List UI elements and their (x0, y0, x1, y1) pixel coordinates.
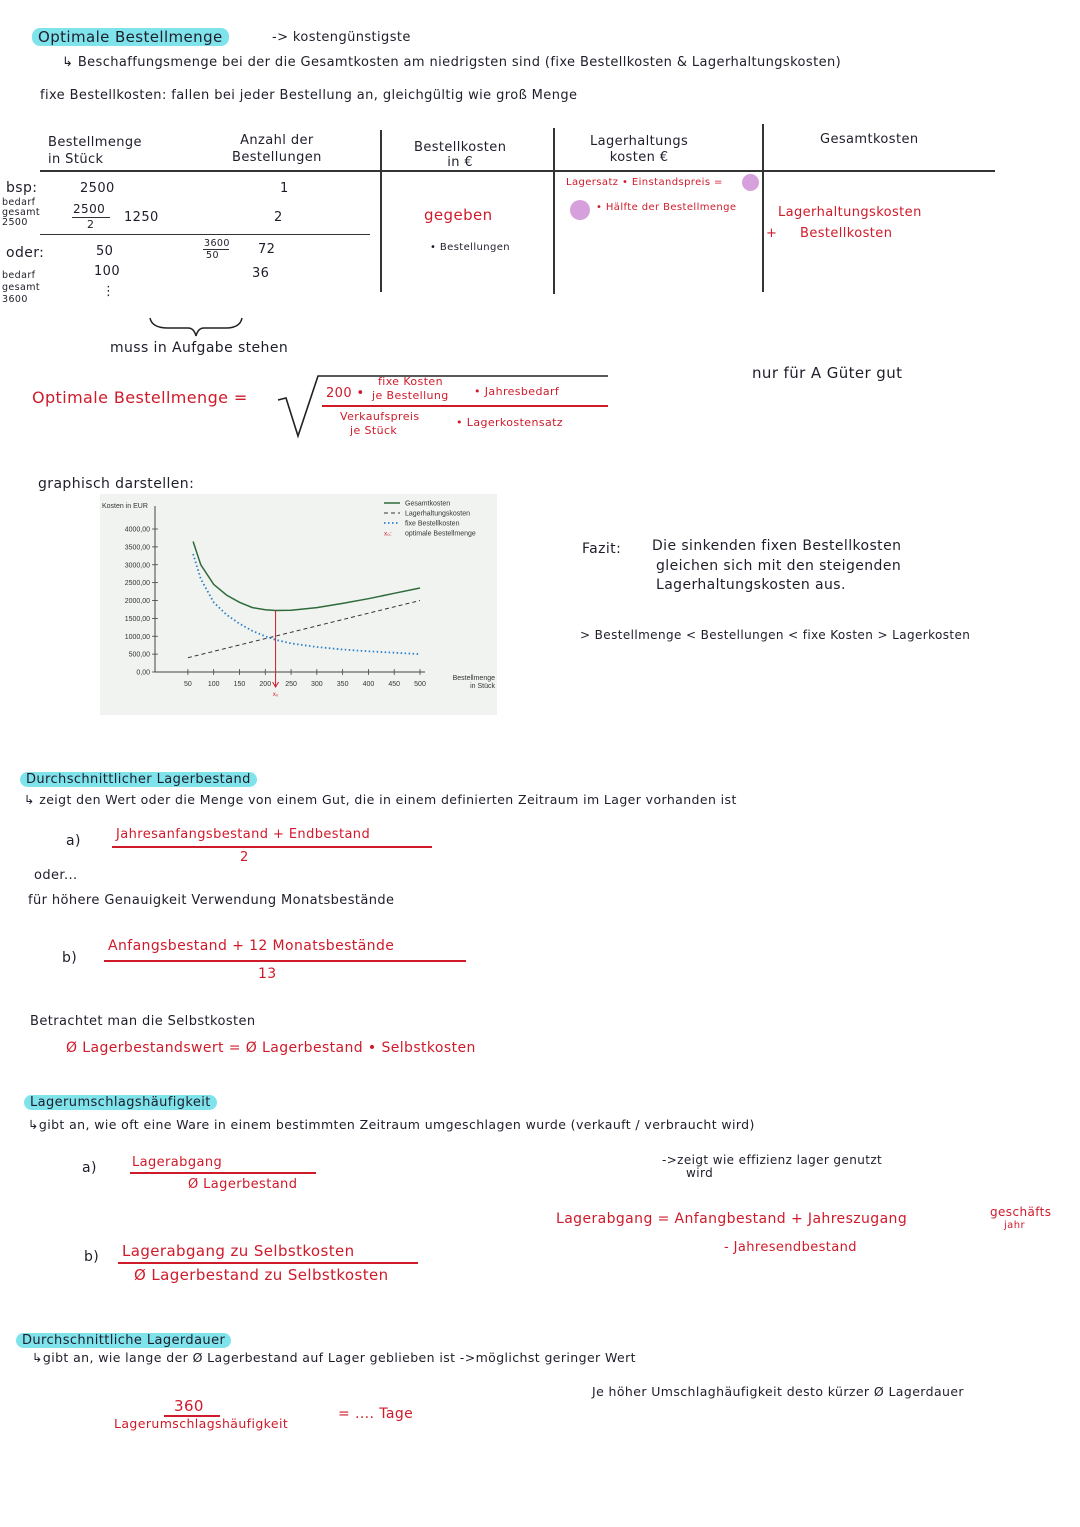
cell-72: 72 (258, 242, 276, 257)
legend-item: Gesamtkosten (405, 500, 451, 508)
cell-3600-num: 3600 (204, 238, 230, 249)
table-header-bestellmenge: Bestellmenge in Stück (48, 135, 142, 167)
cell-gegeben: gegeben (424, 206, 493, 224)
y-tick-label: 1000,00 (124, 633, 150, 641)
brace-icon (148, 316, 244, 338)
cell-haelfte: • Hälfte der Bestellmenge (596, 202, 737, 213)
avg-stock-b-num: Anfangsbestand + 12 Monatsbestände (108, 938, 395, 954)
definition-optimal-order: ↳ Beschaffungsmenge bei der die Gesamtkosten am niedrigsten sind (fixe Bestellkosten & Lagerhaltungskosten) (62, 55, 842, 70)
avg-stock-b-line (104, 960, 466, 962)
abgang-formula-a: Lagerabgang = Anfangbestand + Jahreszugang (556, 1211, 908, 1227)
bedarf-gesamt-2500: bedarf gesamt 2500 (2, 197, 41, 228)
series-fixe-bestellkosten (193, 554, 420, 654)
legend-x0-prefix: x₀: (384, 530, 392, 538)
table-col-rule-1 (380, 130, 382, 292)
definition-avg-stock: ↳ zeigt den Wert oder die Menge von einem Gut, die in einem definierten Zeitraum im Lager vorhanden ist (24, 792, 737, 807)
turnover-b-num: Lagerabgang zu Selbstkosten (122, 1242, 355, 1260)
x-tick-label: 400 (362, 681, 375, 688)
marker-dot-2 (570, 200, 590, 220)
side-note-a-goods: nur für A Güter gut (752, 364, 903, 382)
turnover-a-line (130, 1172, 316, 1174)
arrow-note: -> kostengünstigste (272, 30, 411, 45)
cell-2500-num: 2500 (73, 202, 106, 216)
y-tick-label: 1500,00 (124, 615, 150, 623)
duration-result: = .... Tage (338, 1406, 414, 1422)
y-tick-label: 500,00 (128, 651, 150, 659)
y-tick-label: 2000,00 (124, 598, 150, 605)
cell-lagersatz: Lagersatz • Einstandspreis = (566, 177, 723, 188)
duration-num: 360 (174, 1397, 204, 1415)
formula-den-c: • Lagerkostensatz (456, 416, 563, 429)
table-header-rule (40, 170, 995, 172)
legend-item: fixe Bestellkosten (405, 520, 460, 528)
y-tick-label: 2500,00 (124, 580, 150, 588)
bsp-label: bsp: (6, 180, 38, 196)
turnover-b-den: Ø Lagerbestand zu Selbstkosten (134, 1266, 389, 1284)
x-tick-label: 150 (233, 681, 246, 688)
efficiency-note-a: ->zeigt wie effizienz lager genutzt (662, 1153, 883, 1167)
x-tick-label: 450 (388, 681, 401, 688)
turnover-a-num: Lagerabgang (132, 1155, 223, 1170)
table-header-lagerhaltung: Lagerhaltungs kosten € (590, 134, 689, 165)
fazit-relation: > Bestellmenge < Bestellungen < fixe Kosten > Lagerkosten (580, 628, 971, 642)
avg-stock-a-line (112, 846, 432, 848)
definition-avg-duration: ↳gibt an, wie lange der Ø Lagerbestand auf Lager geblieben ist ->möglichst geringer Wert (32, 1350, 636, 1365)
oder-label: oder: (6, 245, 45, 261)
selbstkosten-note: Betrachtet man die Selbstkosten (30, 1014, 256, 1029)
formula-fraction-line (322, 405, 608, 407)
formula-label: Optimale Bestellmenge = (32, 388, 248, 407)
brace-note: muss in Aufgabe stehen (110, 340, 289, 356)
avg-stock-a-label: a) (66, 833, 81, 849)
formula-num-b: fixe Kosten (378, 375, 443, 388)
cell-2: 2 (274, 210, 283, 225)
definition-turnover: ↳gibt an, wie oft eine Ware in einem bestimmten Zeitraum umgeschlagen wurde (verkauft / verbraucht wird) (28, 1117, 755, 1132)
turnover-b-label: b) (84, 1249, 100, 1265)
table-header-gesamtkosten: Gesamtkosten (820, 132, 919, 147)
y-tick-label: 0,00 (136, 669, 150, 677)
section-title-avg-stock: Durchschnittlicher Lagerbestand (20, 772, 257, 787)
precision-note: für höhere Genauigkeit Verwendung Monatsbestände (28, 893, 395, 908)
oder-note: oder... (34, 868, 78, 883)
cost-chart (100, 494, 497, 715)
formula-den-b: je Stück (350, 424, 398, 437)
efficiency-note-b: wird (686, 1166, 714, 1180)
cell-50: 50 (96, 244, 114, 259)
y-tick-label: 3000,00 (124, 562, 150, 570)
y-tick-label: 3500,00 (124, 544, 150, 552)
cost-chart-svg (100, 494, 497, 715)
formula-num-d: • Jahresbedarf (474, 385, 560, 398)
selbstkosten-formula: Ø Lagerbestandswert = Ø Lagerbestand • Selbstkosten (66, 1040, 476, 1056)
avg-stock-b-den: 13 (258, 966, 277, 982)
turnover-a-label: a) (82, 1160, 97, 1176)
abgang-formula-c: geschäfts (990, 1205, 1052, 1219)
graph-label: graphisch darstellen: (38, 476, 195, 492)
table-header-anzahl: Anzahl der Bestellungen (232, 133, 322, 165)
x-tick-label: 250 (285, 681, 297, 688)
x-axis-label-unit: in Stück (470, 683, 495, 690)
section-title-turnover: Lagerumschlagshäufigkeit (24, 1095, 217, 1110)
duration-side-note: Je höher Umschlaghäufigkeit desto kürzer Ø Lagerdauer (592, 1384, 964, 1399)
turnover-b-line (118, 1262, 418, 1264)
duration-den: Lagerumschlagshäufigkeit (114, 1416, 289, 1431)
formula-den-a: Verkaufspreis (340, 410, 420, 423)
legend-item: Lagerhaltungskosten (405, 510, 470, 518)
fazit-line-1: Die sinkenden fixen Bestellkosten (652, 538, 902, 554)
x-tick-label: 300 (310, 681, 323, 688)
x-tick-label: 50 (183, 681, 192, 688)
cell-2500: 2500 (80, 181, 115, 196)
fazit-label: Fazit: (582, 541, 622, 557)
x-tick-label: 200 (259, 681, 272, 688)
fazit-line-2: gleichen sich mit den steigenden (656, 558, 902, 574)
section-title-avg-duration: Durchschnittliche Lagerdauer (16, 1333, 231, 1348)
cell-36: 36 (252, 266, 270, 281)
bedarf-gesamt-3600: bedarf gesamt 3600 (2, 270, 41, 305)
x-tick-label: 350 (336, 681, 349, 688)
table-col-rule-3 (762, 124, 764, 292)
cell-1250: 1250 (124, 210, 159, 225)
table-spacer (200, 130, 201, 230)
abgang-formula-b: - Jahresendbestand (724, 1240, 857, 1255)
cell-plus: + (766, 226, 778, 241)
legend-item: optimale Bestellmenge (405, 530, 476, 538)
formula-num-a: 200 • (326, 386, 365, 401)
marker-dot-1 (742, 174, 759, 191)
cell-50-den: 50 (206, 250, 219, 261)
table-col-rule-2 (553, 128, 555, 294)
x-axis-label: Bestellmenge (452, 675, 495, 682)
table-row-rule (40, 234, 370, 235)
turnover-a-den: Ø Lagerbestand (188, 1177, 298, 1192)
cell-1: 1 (280, 181, 289, 196)
x-tick-label: 100 (207, 681, 220, 688)
x0-label: x₀ (272, 692, 279, 698)
cell-bestellkosten: Bestellkosten (800, 226, 893, 241)
avg-stock-b-label: b) (62, 950, 78, 966)
cell-lagerhaltungskosten: Lagerhaltungskosten (778, 205, 922, 220)
abgang-formula-d: jahr (1004, 1220, 1025, 1231)
series-gesamtkosten (193, 542, 420, 611)
section-title-optimal-order: Optimale Bestellmenge (32, 28, 229, 46)
fazit-line-3: Lagerhaltungskosten aus. (656, 577, 846, 593)
x-tick-label: 500 (414, 681, 426, 688)
cell-bestellungen: • Bestellungen (430, 242, 511, 253)
y-tick-label: 4000,00 (124, 526, 150, 534)
cell-dots: ⋮ (102, 284, 116, 299)
fixed-costs-note: fixe Bestellkosten: fallen bei jeder Bestellung an, gleichgültig wie groß Menge (40, 88, 578, 103)
cell-100: 100 (94, 264, 121, 279)
cell-2-den: 2 (87, 218, 95, 231)
avg-stock-a-num: Jahresanfangsbestand + Endbestand (116, 827, 371, 842)
table-header-bestellkosten: Bestellkosten in € (414, 140, 507, 170)
y-axis-label: Kosten in EUR (102, 503, 148, 510)
sqrt-icon (276, 372, 616, 442)
formula-num-c: je Bestellung (372, 389, 449, 402)
avg-stock-a-den: 2 (240, 850, 249, 865)
